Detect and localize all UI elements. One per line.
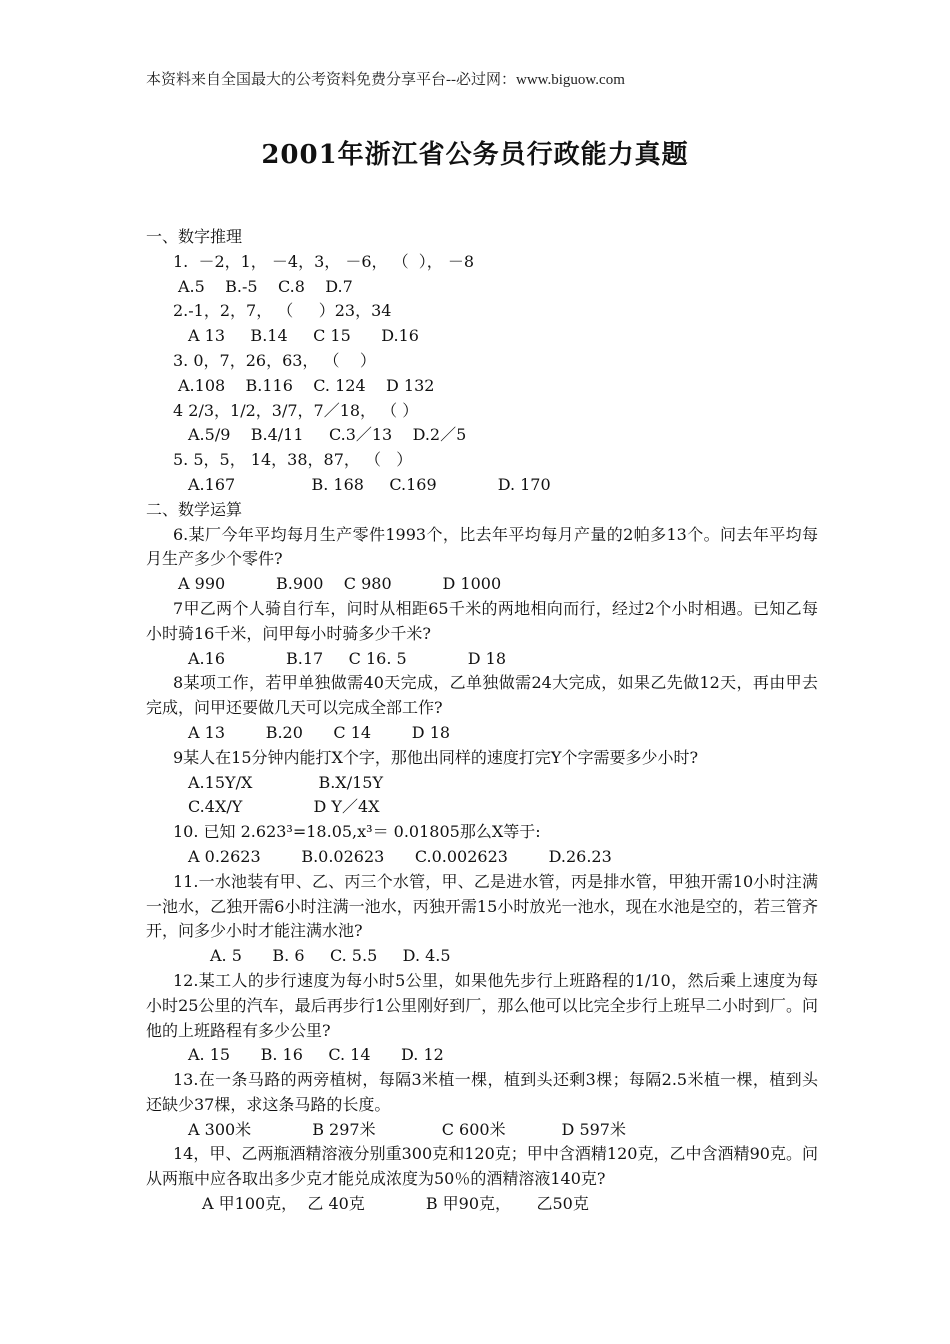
section-heading: 二、数学运算 xyxy=(146,499,243,519)
question-options: A.167 B. 168 C.169 D. 170 xyxy=(188,474,551,494)
question-options: A.5/9 B.4/11 C.3／13 D.2／5 xyxy=(188,425,467,445)
question-options: A 13 B.20 C 14 D 18 xyxy=(188,722,451,742)
question-text: 3. 0，7，26，63， （ ） xyxy=(173,350,376,370)
question-options: A. 15 B. 16 C. 14 D. 12 xyxy=(188,1045,444,1065)
question-text: 11.一水池装有甲、乙、丙三个水管，甲、乙是进水管，丙是排水管，甲独开需10小时注满一池水，乙独开需6小时注满一池水，丙独开需15小时放光一池水，现在水池是空的，若三管齐开，问多少小时才能注满水池? xyxy=(146,871,818,941)
page-title: 2001年浙江省公务员行政能力真题 xyxy=(261,140,689,170)
question-text: 6.某厂今年平均每月生产零件1993个，比去年平均每月产量的2帕多13个。问去年平均每月生产多少个零件? xyxy=(146,524,818,569)
question-text: 8某项工作，若甲单独做需40天完成，乙单独做需24大完成，如果乙先做12天，再由甲去完成，问甲还要做几天可以完成全部工作? xyxy=(146,673,818,718)
section-heading: 一、数字推理 xyxy=(146,227,243,246)
question-options: A 甲100克， 乙 40克 B 甲90克， 乙50克 xyxy=(202,1194,589,1214)
question-text: 4 2/3，1/2，3/7，7／18， （ ） xyxy=(173,400,419,420)
question-text: 2.-1，2，7， （ ）23，34 xyxy=(173,301,392,321)
question-text: 14，甲、乙两瓶酒精溶液分别重300克和120克；甲中含酒精120克，乙中含酒精90克。问从两瓶中应各取出多少克才能兑成浓度为50％的酒精溶液140克? xyxy=(146,1144,818,1189)
question-options: A.16 B.17 C 16. 5 D 18 xyxy=(188,648,507,668)
question-text: 5. 5，5， 14，38，87， （ ） xyxy=(173,450,413,470)
question-options: A 0.2623 B.0.02623 C.0.002623 D.26.23 xyxy=(188,846,612,866)
question-list xyxy=(146,523,818,1217)
question-text: 12.某工人的步行速度为每小时5公里，如果他先步行上班路程的1/10，然后乘上速度为每小时25公里的汽车，最后再步行1公里刚好到厂，那么他可以比完全步行上班早二小时到厂。问他的上班路程有多少公里? xyxy=(146,970,818,1040)
question-list xyxy=(146,250,818,498)
question-options: A.15Y/X B.X/15Y C.4X/Y D Y／4X xyxy=(188,772,384,817)
question-options: A.5 B.-5 C.8 D.7 xyxy=(178,276,353,296)
question-options: A. 5 B. 6 C. 5.5 D. 4.5 xyxy=(210,946,451,966)
question-text: 10. 已知 2.623³=18.05,x³＝ 0.01805那么X等于: xyxy=(173,822,541,842)
question-text: 1. －2，1， －4，3， －6， （ ）， －8 xyxy=(173,251,475,271)
document-body xyxy=(146,225,818,1217)
page-header: 本资料来自全国最大的公考资料免费分享平台--必过网：www.biguow.com xyxy=(146,72,625,88)
question-options: A 13 B.14 C 15 D.16 xyxy=(188,326,419,346)
question-text: 7甲乙两个人骑自行车，问时从相距65千米的两地相向而行，经过2个小时相遇。已知乙每小时骑16千米，问甲每小时骑多少千米? xyxy=(146,598,818,643)
question-text: 13.在一条马路的两旁植树，每隔3米植一棵，植到头还剩3棵；每隔2.5米植一棵，植到头还缺少37棵，求这条马路的长度。 xyxy=(146,1070,818,1114)
question-options: A.108 B.116 C. 124 D 132 xyxy=(178,375,435,395)
question-options: A 990 B.900 C 980 D 1000 xyxy=(178,574,502,594)
question-text: 9某人在15分钟内能打X个字，那他出同样的速度打完Y个字需要多少小时? xyxy=(173,747,699,767)
question-options: A 300米 B 297米 C 600米 D 597米 xyxy=(188,1119,626,1139)
